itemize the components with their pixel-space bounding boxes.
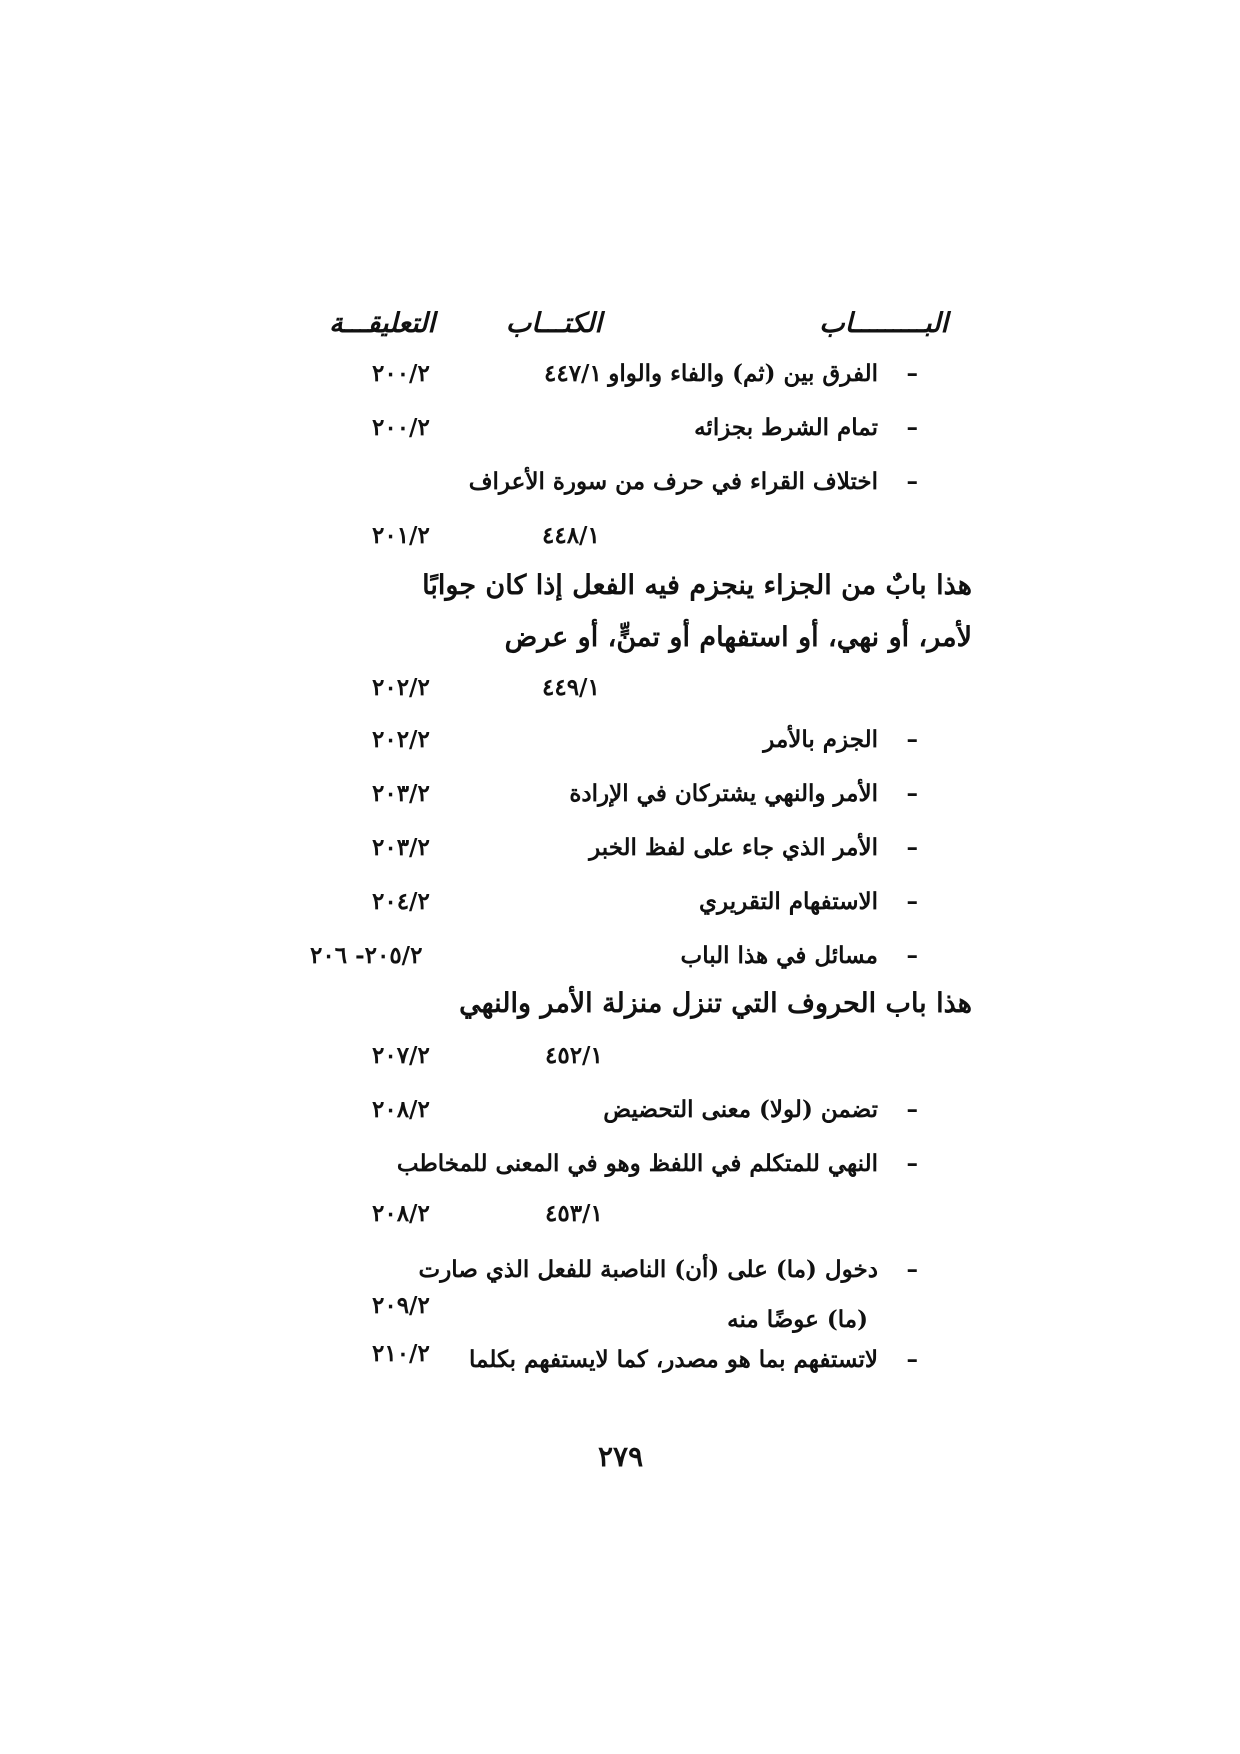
entry-dash: – [906, 1256, 918, 1283]
entry-dash: – [906, 780, 918, 807]
entry-dash: – [906, 1096, 918, 1123]
kitab-ref: ٤٥٢/١ [545, 1042, 603, 1069]
entry-text: تمام الشرط بجزائه [694, 414, 878, 441]
section-heading: هذا باب الحروف التي تنزل منزلة الأمر والنهي [459, 988, 972, 1019]
entry-dash: – [906, 726, 918, 753]
entry-dash: – [906, 1346, 918, 1373]
entry-text: مسائل في هذا الباب [680, 942, 878, 969]
entry-dash: – [906, 942, 918, 969]
column-header-taliqa: التعليقـــة [329, 308, 435, 339]
taliqa-ref: ٢١٠/٢ [372, 1340, 430, 1367]
taliqa-ref: ٢٠٨/٢ [372, 1096, 430, 1123]
entry-dash: – [906, 360, 918, 387]
kitab-ref: ٤٤٩/١ [542, 674, 600, 701]
taliqa-ref: ٢٠١/٢ [372, 522, 430, 549]
taliqa-ref: ٢٠٩/٢ [372, 1292, 430, 1319]
entry-text: تضمن (لولا) معنى التحضيض [603, 1096, 878, 1123]
taliqa-ref: ٢٠٣/٢ [372, 780, 430, 807]
taliqa-ref: ٢٠٠/٢ [372, 414, 430, 441]
entry-text: الجزم بالأمر [763, 726, 878, 753]
entry-text: الاستفهام التقريري [699, 888, 878, 915]
column-header-bab: البـــــــــاب [819, 308, 948, 339]
entry-text: الأمر الذي جاء على لفظ الخبر [589, 834, 878, 861]
taliqa-ref: ٢٠٢/٢ [372, 726, 430, 753]
entry-dash: – [906, 468, 918, 495]
section-heading: هذا بابٌ من الجزاء ينجزم فيه الفعل إذا كان جوابًا [422, 570, 972, 601]
entry-dash: – [906, 834, 918, 861]
entry-text: لاتستفهم بما هو مصدر، كما لايستفهم بكلما [469, 1346, 878, 1373]
taliqa-ref: ٢٠٤/٢ [372, 888, 430, 915]
kitab-ref: ٤٥٣/١ [545, 1200, 603, 1227]
entry-dash: – [906, 888, 918, 915]
taliqa-ref: ٢٠٣/٢ [372, 834, 430, 861]
entry-text: دخول (ما) على (أن) الناصبة للفعل الذي صارت [418, 1256, 878, 1283]
kitab-ref: ٤٤٧/١ [544, 360, 602, 387]
taliqa-ref: ٢٠٠/٢ [372, 360, 430, 387]
taliqa-ref: ٢٠٧/٢ [372, 1042, 430, 1069]
kitab-ref: ٤٤٨/١ [542, 522, 600, 549]
page-number: ٢٧٩ [598, 1440, 644, 1473]
entry-text: الأمر والنهي يشتركان في الإرادة [569, 780, 878, 807]
entry-text: النهي للمتكلم في اللفظ وهو في المعنى للمخاطب [396, 1150, 878, 1177]
entry-dash: – [906, 1150, 918, 1177]
taliqa-ref: ٢٠٢/٢ [372, 674, 430, 701]
column-header-kitab: الكتـــاب [505, 308, 602, 339]
section-heading-continued: لأمر، أو نهي، أو استفهام أو تمنٍّ، أو عرض [504, 622, 972, 653]
entry-text: اختلاف القراء في حرف من سورة الأعراف [468, 468, 878, 495]
entry-dash: – [906, 414, 918, 441]
entry-text-continued: (ما) عوضًا منه [727, 1306, 868, 1333]
entry-text: الفرق بين (ثم) والفاء والواو [608, 360, 878, 387]
taliqa-ref: ٢٠٨/٢ [372, 1200, 430, 1227]
taliqa-ref: ٢٠٥/٢- ٢٠٦ [310, 942, 423, 969]
